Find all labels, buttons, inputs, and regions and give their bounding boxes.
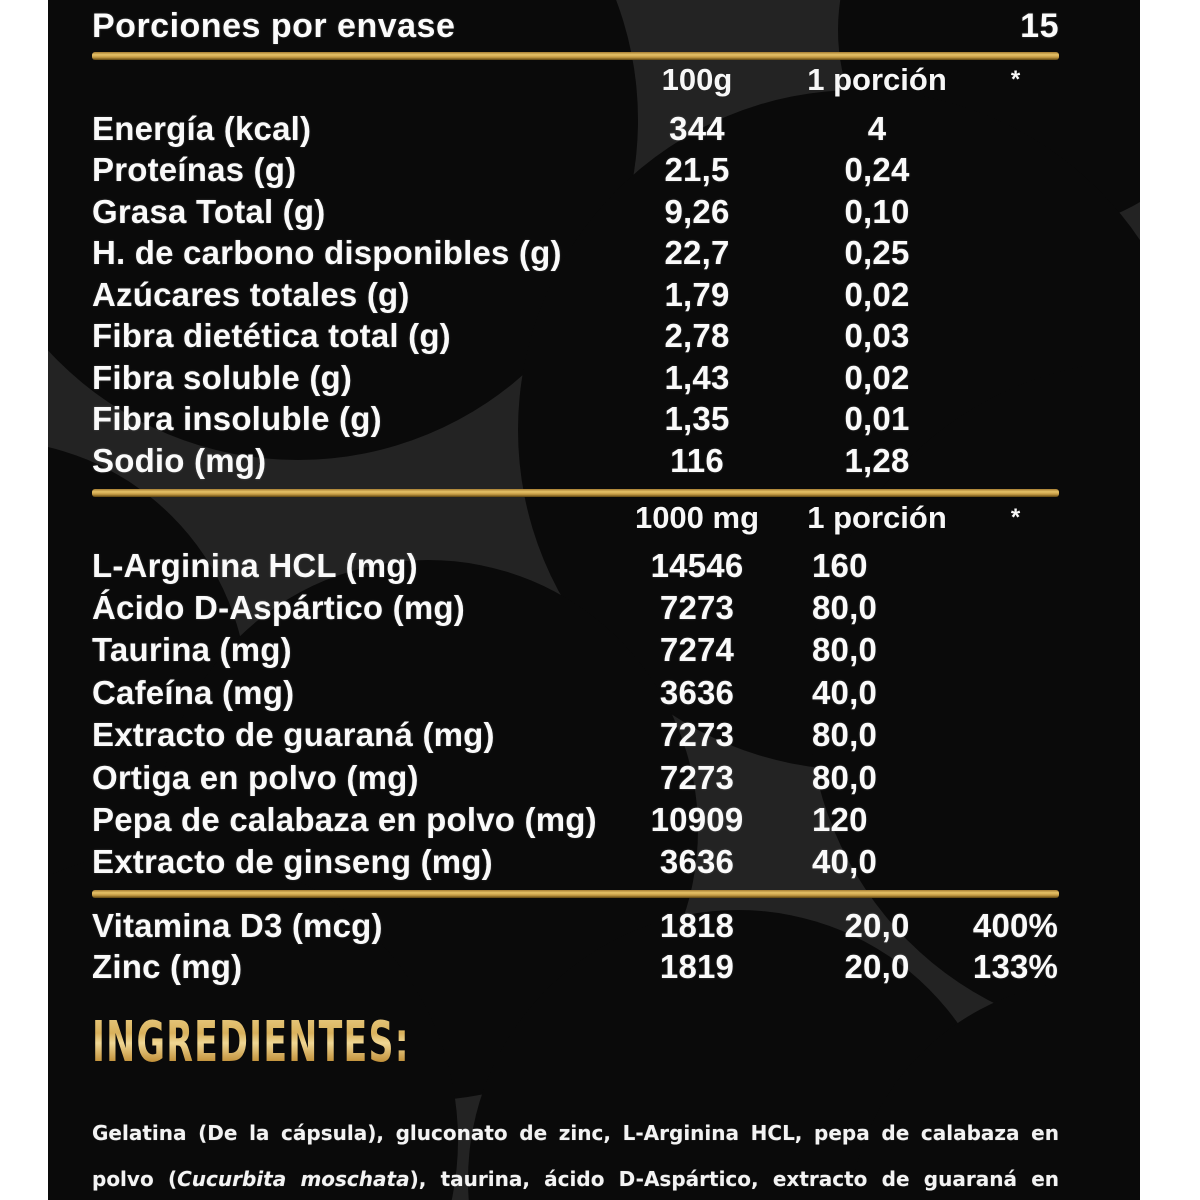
table-row <box>92 357 1059 399</box>
value-per-1000mg: 3636 <box>659 673 735 711</box>
value-per-portion: 0,10 <box>844 192 910 230</box>
ingredient-name: Taurina (mg) <box>92 631 292 669</box>
ingredient-name: Ortiga en polvo (mg) <box>92 758 419 796</box>
vitamins-table <box>92 906 1059 988</box>
gold-divider <box>92 489 1059 497</box>
value-per-1000mg: 10909 <box>650 801 744 839</box>
value-per-1000mg: 7274 <box>659 631 735 669</box>
table-row <box>92 274 1059 316</box>
table-row <box>92 629 1059 671</box>
value-daily-percent: 133% <box>972 948 1059 986</box>
nutrient-name: Sodio (mg) <box>92 441 267 479</box>
ingredient-name: Extracto de ginseng (mg) <box>92 843 493 881</box>
vitamin-name: Vitamina D3 (mcg) <box>92 907 383 945</box>
ingredient-name: Ácido D-Aspártico (mg) <box>92 589 465 627</box>
value-per-1000mg: 7273 <box>659 716 735 754</box>
table-row <box>92 191 1059 233</box>
vitamin-name: Zinc (mg) <box>92 948 243 986</box>
col-header-1000mg: 1000 mg <box>634 499 760 535</box>
nutrition-table <box>92 108 1059 482</box>
table1-header <box>92 60 1059 100</box>
value-per-portion: 80,0 <box>812 716 878 754</box>
value-per-portion: 20,0 <box>844 907 910 945</box>
table-row <box>92 756 1059 798</box>
ingredients-line-1: Gelatina (De la cápsula), gluconato de zinc, L-Arginina HCL, pepa de calabaza en <box>92 1120 1059 1145</box>
value-per-1000mg: 7273 <box>659 758 735 796</box>
label-panel <box>48 0 1140 1200</box>
servings-row <box>92 0 1059 46</box>
asterisk-marker: * <box>1010 66 1021 93</box>
table2-header <box>92 497 1059 539</box>
col-header-portion: 1 porción <box>807 499 947 535</box>
value-per-portion: 80,0 <box>812 631 878 669</box>
table-row <box>92 545 1059 587</box>
nutrient-name: Grasa Total (g) <box>92 192 326 230</box>
value-per-portion: 40,0 <box>812 673 878 711</box>
value-amount: 1818 <box>659 907 735 945</box>
servings-value: 15 <box>1020 7 1059 45</box>
table-row <box>92 841 1059 883</box>
species-name-italic: Cucurbita moschata <box>177 1166 410 1191</box>
value-per-1000mg: 3636 <box>659 843 735 881</box>
ingredient-name: L-Arginina HCL (mg) <box>92 546 418 584</box>
value-per-portion: 20,0 <box>844 948 910 986</box>
table-row <box>92 587 1059 629</box>
active-ingredients-table <box>92 545 1059 884</box>
value-per-portion: 160 <box>812 546 868 584</box>
value-per-100g: 9,26 <box>664 192 730 230</box>
value-per-portion: 0,25 <box>844 234 910 272</box>
label-content <box>92 0 1059 1200</box>
value-daily-percent: 400% <box>972 907 1059 945</box>
value-per-100g: 21,5 <box>664 151 730 189</box>
value-per-portion: 0,01 <box>844 400 910 438</box>
ingredient-name: Pepa de calabaza en polvo (mg) <box>92 801 597 839</box>
nutrient-name: Fibra soluble (g) <box>92 358 353 396</box>
ingredient-name: Cafeína (mg) <box>92 673 295 711</box>
table-row <box>92 108 1059 150</box>
ingredient-name: Extracto de guaraná (mg) <box>92 716 495 754</box>
ingredients-heading: INGREDIENTES: <box>92 1009 410 1075</box>
table-row <box>92 150 1059 192</box>
value-per-portion: 0,24 <box>844 151 910 189</box>
table-row <box>92 672 1059 714</box>
asterisk-marker: * <box>1010 503 1021 531</box>
value-per-1000mg: 14546 <box>650 546 744 584</box>
ingredients-paragraph <box>92 1110 1059 1200</box>
gold-divider <box>92 890 1059 898</box>
nutrient-name: Azúcares totales (g) <box>92 275 410 313</box>
value-per-100g: 116 <box>670 441 724 479</box>
value-per-portion: 0,02 <box>844 275 910 313</box>
value-per-portion: 4 <box>867 109 887 147</box>
value-per-100g: 1,43 <box>664 358 730 396</box>
value-per-100g: 1,35 <box>664 400 730 438</box>
col-header-100g: 100g <box>661 62 733 97</box>
value-per-1000mg: 7273 <box>659 589 735 627</box>
value-per-portion: 0,03 <box>844 317 910 355</box>
value-per-100g: 1,79 <box>664 275 730 313</box>
value-amount: 1819 <box>659 948 735 986</box>
nutrient-name: Proteínas (g) <box>92 151 297 189</box>
value-per-100g: 22,7 <box>664 234 730 272</box>
value-per-portion: 1,28 <box>844 441 910 479</box>
value-per-portion: 0,02 <box>844 358 910 396</box>
table-row <box>92 316 1059 358</box>
table-row <box>92 440 1059 482</box>
value-per-100g: 344 <box>669 109 725 147</box>
servings-label: Porciones por envase <box>92 7 456 45</box>
value-per-100g: 2,78 <box>664 317 730 355</box>
value-per-portion: 40,0 <box>812 843 878 881</box>
table-row <box>92 906 1059 947</box>
gold-divider <box>92 52 1059 60</box>
table-row <box>92 947 1059 988</box>
table-row <box>92 233 1059 275</box>
ingredients-line-2: polvo (Cucurbita moschata), taurina, ácido D-Aspártico, extracto de guaraná en <box>92 1166 1059 1191</box>
nutrient-name: Energía (kcal) <box>92 109 312 147</box>
table-row <box>92 399 1059 441</box>
value-per-portion: 120 <box>812 801 868 839</box>
table-row <box>92 799 1059 841</box>
value-per-portion: 80,0 <box>812 758 878 796</box>
col-header-portion: 1 porción <box>807 62 947 97</box>
table-row <box>92 714 1059 756</box>
nutrient-name: Fibra insoluble (g) <box>92 400 382 438</box>
value-per-portion: 80,0 <box>812 589 878 627</box>
nutrient-name: H. de carbono disponibles (g) <box>92 234 562 272</box>
nutrient-name: Fibra dietética total (g) <box>92 317 451 355</box>
